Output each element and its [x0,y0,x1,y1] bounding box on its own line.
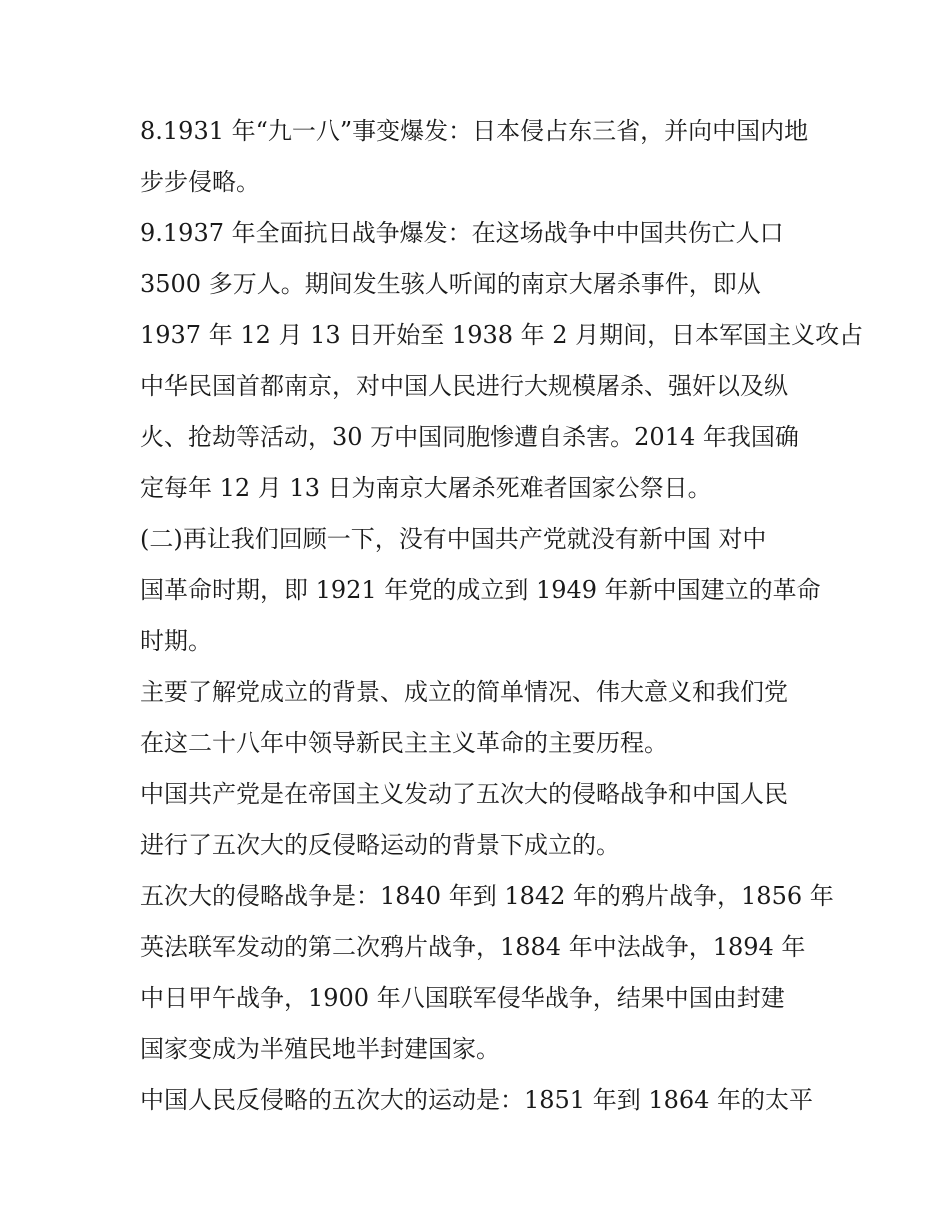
text-line: 进行了五次大的反侵略运动的背景下成立的。 [140,831,620,859]
text-line: 8.1931 年“九一八”事变爆发：日本侵占东三省，并向中国内地 [140,117,809,145]
text-line: 中日甲午战争，1900 年八国联军侵华战争，结果中国由封建 [140,984,785,1012]
text-line: 国革命时期，即 1921 年党的成立到 1949 年新中国建立的革命 [140,576,821,604]
text-line: 3500 多万人。期间发生骇人听闻的南京大屠杀事件，即从 [140,270,761,298]
text-line: 英法联军发动的第二次鸦片战争，1884 年中法战争，1894 年 [140,933,806,961]
text-line: 定每年 12 月 13 日为南京大屠杀死难者国家公祭日。 [140,474,712,502]
text-line: 1937 年 12 月 13 日开始至 1938 年 2 月期间，日本军国主义攻占 [140,321,864,349]
text-line: (二)再让我们回顾一下，没有中国共产党就没有新中国 对中 [140,525,767,553]
text-line: 中华民国首都南京，对中国人民进行大规模屠杀、强奸以及纵 [140,372,788,400]
text-line: 主要了解党成立的背景、成立的简单情况、伟大意义和我们党 [140,678,788,706]
text-line: 中国人民反侵略的五次大的运动是：1851 年到 1864 年的太平 [140,1086,814,1114]
text-line: 五次大的侵略战争是：1840 年到 1842 年的鸦片战争，1856 年 [140,882,834,910]
text-line: 时期。 [140,627,212,655]
text-line: 国家变成为半殖民地半封建国家。 [140,1035,500,1063]
text-line: 9.1937 年全面抗日战争爆发：在这场战争中中国共伤亡人口 [140,219,784,247]
text-line: 中国共产党是在帝国主义发动了五次大的侵略战争和中国人民 [140,780,788,808]
text-line: 火、抢劫等活动，30 万中国同胞惨遭自杀害。2014 年我国确 [140,423,799,451]
document-body [140,106,864,1126]
text-line: 在这二十八年中领导新民主主义革命的主要历程。 [140,729,668,757]
text-line: 步步侵略。 [140,168,260,196]
